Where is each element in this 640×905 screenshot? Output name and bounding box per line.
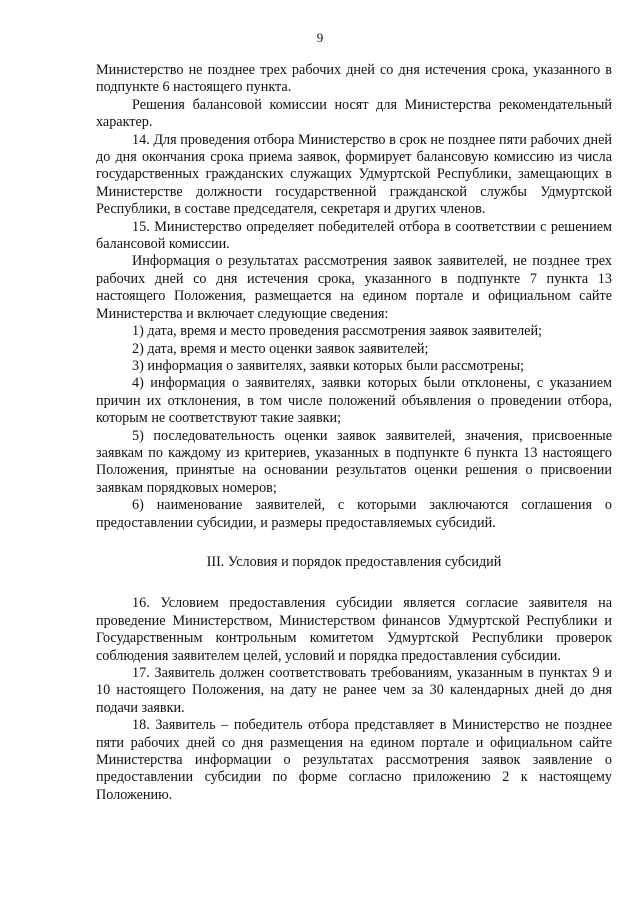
- page-number: 9: [316, 30, 324, 45]
- paragraph: Решения балансовой комиссии носят для Министерства рекомендательный характер.: [96, 96, 612, 131]
- paragraph: 17. Заявитель должен соответствовать требованиям, указанным в пунктах 9 и 10 настоящего Положения, на дату не ранее чем за 30 календарных дней до дня подачи заявки.: [96, 665, 612, 716]
- section-heading: III. Условия и порядок предоставления субсидий: [206, 553, 502, 570]
- paragraph: 1) дата, время и место проведения рассмотрения заявок заявителей;: [132, 323, 542, 340]
- paragraph: 16. Условием предоставления субсидии является согласие заявителя на проведение Министерством, Министерством финансов Удмуртской Республики и Государственным контрольным комитетом Удмуртской Республики проверок соблюдения заявителем целей, условий и порядка предоставления субсидии.: [96, 595, 612, 664]
- paragraph: 18. Заявитель – победитель отбора представляет в Министерство не позднее пяти рабочих дней со дня размещения на едином портале и официальном сайте Министерства информации о результатах рассмотрения заявок заявление о предоставлении субсидии по форме согласно приложению 2 к настоящему Положению.: [96, 717, 612, 803]
- paragraph: Информация о результатах рассмотрения заявок заявителей, не позднее трех рабочих дней со дня истечения срока, указанного в подпункте 7 пункта 13 настоящего Положения, размещается на едином портале и официальном сайте Министерства и включает следующие сведения:: [96, 253, 612, 322]
- paragraphs-before-section: [96, 62, 612, 532]
- document-body: [96, 62, 612, 804]
- paragraph: 15. Министерство определяет победителей отбора в соответствии с решением балансовой комиссии.: [96, 218, 612, 253]
- paragraph: 3) информация о заявителях, заявки которых были рассмотрены;: [132, 357, 525, 374]
- paragraph: 4) информация о заявителях, заявки которых были отклонены, с указанием причин их отклонения, в том числе положений объявления о проведении отбора, которым не соответствуют такие заявки;: [96, 375, 612, 427]
- paragraph: 2) дата, время и место оценки заявок заявителей;: [132, 340, 429, 357]
- paragraphs-after-section: [96, 595, 612, 804]
- paragraph: 5) последовательность оценки заявок заявителей, значения, присвоенные заявкам по каждому из критериев, указанных в подпункте 6 пункта 13 настоящего Положения, принятые на основании результатов оценки решения о присвоении заявкам порядковых номеров;: [96, 427, 612, 496]
- paragraph: Министерство не позднее трех рабочих дней со дня истечения срока, указанного в подпункте 6 настоящего пункта.: [96, 62, 612, 96]
- paragraph: 14. Для проведения отбора Министерство в срок не позднее пяти рабочих дней до дня окончания срока приема заявок, формирует балансовую комиссию из числа государственных гражданских служащих Удмуртской Республики, замещающих в Министерстве должности государственной гражданской службы Удмуртской Республики, в составе председателя, секретаря и других членов.: [96, 131, 612, 218]
- paragraph: 6) наименование заявителей, с которыми заключаются соглашения о предоставлении субсидии, и размеры предоставляемых субсидий.: [96, 497, 612, 531]
